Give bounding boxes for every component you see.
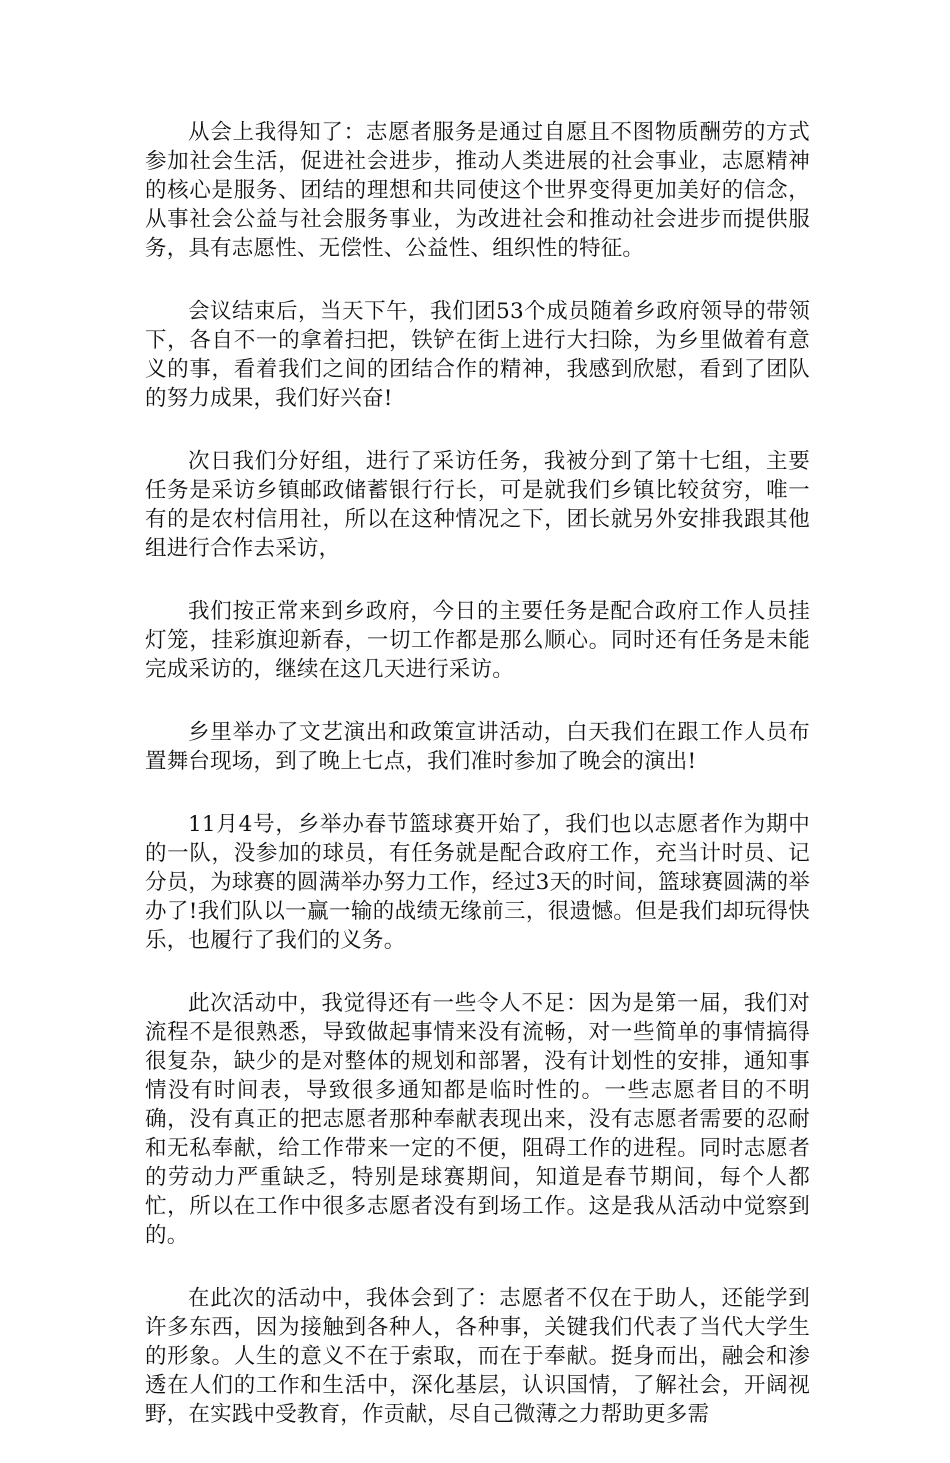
paragraph-5: 乡里举办了文艺演出和政策宣讲活动，白天我们在跟工作人员布置舞台现场，到了晚上七点，我们准时参加了晚会的演出! [145,720,810,774]
paragraph-8: 在此次的活动中，我体会到了：志愿者不仅在于助人，还能学到许多东西，因为接触到各种人，各种事，关键我们代表了当代大学生的形象。人生的意义不在于索取，而在于奉献。挺身而出，融会和渗透在人们的工作和生活中，深化基层，认识国情，了解社会，开阔视野，在实践中受教育，作贡献，尽自己微薄之力帮助更多需 [145,1286,810,1427]
paragraph-2: 会议结束后，当天下午，我们团53个成员随着乡政府领导的带领下，各自不一的拿着扫把，铁铲在街上进行大扫除，为乡里做着有意义的事，看着我们之间的团结合作的精神，我感到欣慰，看到了团队的努力成果，我们好兴奋! [145,299,810,411]
paragraph-1: 从会上我得知了：志愿者服务是通过自愿且不图物质酬劳的方式参加社会生活，促进社会进步，推动人类进展的社会事业，志愿精神的核心是服务、团结的理想和共同使这个世界变得更加美好的信念，从事社会公益与社会服务事业，为改进社会和推动社会进步而提供服务，具有志愿性、无偿性、公益性、组织性的特征。 [145,120,810,261]
document-body [145,118,810,1463]
paragraph-4: 我们按正常来到乡政府，今日的主要任务是配合政府工作人员挂灯笼，挂彩旗迎新春，一切工作都是那么顺心。同时还有任务是未能完成采访的，继续在这几天进行采访。 [145,599,810,682]
paragraph-7: 此次活动中，我觉得还有一些令人不足：因为是第一届，我们对流程不是很熟悉，导致做起事情来没有流畅，对一些简单的事情搞得很复杂，缺少的是对整体的规划和部署，没有计划性的安排，通知事情没有时间表，导致很多通知都是临时性的。一些志愿者目的不明确，没有真正的把志愿者那种奉献表现出来，没有志愿者需要的忍耐和无私奉献，给工作带来一定的不便，阻碍工作的进程。同时志愿者的劳动力严重缺乏，特别是球赛期间，知道是春节期间，每个人都忙，所以在工作中很多志愿者没有到场工作。这是我从活动中觉察到的。 [145,991,810,1248]
paragraph-6: 11月4号，乡举办春节篮球赛开始了，我们也以志愿者作为期中的一队，没参加的球员，有任务就是配合政府工作，充当计时员、记分员，为球赛的圆满举办努力工作，经过3天的时间，篮球赛圆满的举办了!我们队以一赢一输的战绩无缘前三，很遗憾。但是我们却玩得快乐，也履行了我们的义务。 [145,812,810,953]
paragraph-3: 次日我们分好组，进行了采访任务，我被分到了第十七组，主要任务是采访乡镇邮政储蓄银行行长，可是就我们乡镇比较贫穷，唯一有的是农村信用社，所以在这种情况之下，团长就另外安排我跟其他组进行合作去采访， [145,449,810,561]
